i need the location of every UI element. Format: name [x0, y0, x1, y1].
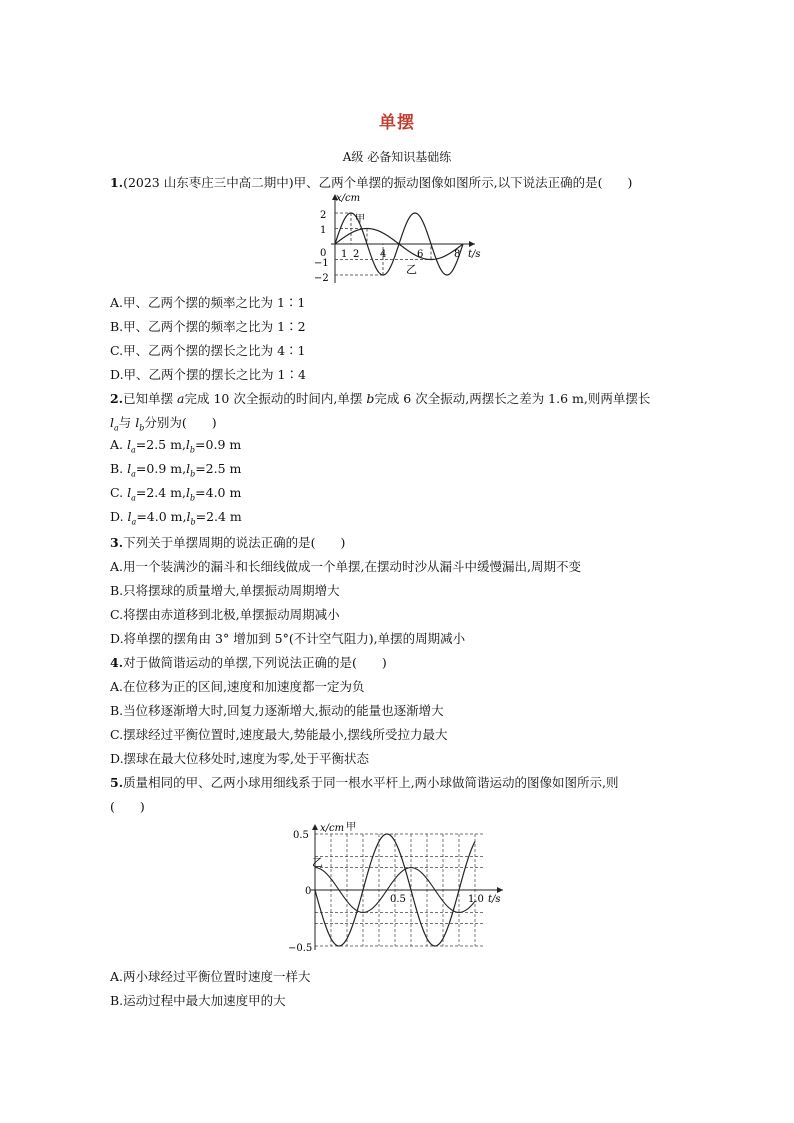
question-number: 4.	[110, 655, 124, 670]
sub-b: b	[190, 517, 196, 527]
chart-2-ylabel: x/cm	[320, 823, 345, 834]
page-title: 单摆	[379, 113, 415, 133]
q4-option-c[interactable]: C.摆球经过平衡位置时,速度最大,势能最小,摆线所受拉力最大	[110, 727, 448, 742]
sub-a: a	[130, 445, 136, 455]
option-value: =0.9 m,	[135, 461, 187, 476]
q3-option-c[interactable]: C.将摆由赤道移到北极,单摆振动周期减小	[110, 607, 340, 622]
q2-option-b[interactable]	[110, 461, 241, 479]
chart-1-label-jia: 甲	[355, 214, 365, 225]
sub-a: a	[131, 517, 137, 527]
q2-option-c[interactable]	[110, 485, 241, 503]
var-l: l	[127, 509, 132, 524]
chart-1-xtick: 8	[454, 249, 461, 260]
chart-1-ytick: 2	[320, 210, 327, 221]
var-l: l	[126, 437, 131, 452]
chart-2-xtick: 0.5	[390, 894, 406, 905]
q1-option-c[interactable]: C.甲、乙两个摆的摆长之比为 4∶1	[110, 343, 306, 358]
chart-1-xtick: 1	[341, 249, 348, 260]
option-value: =4.0 m,	[136, 509, 187, 524]
question-number: 1.	[110, 175, 124, 190]
var-l: l	[185, 437, 190, 452]
q5-option-b[interactable]: B.运动过程中最大加速度甲的大	[110, 993, 286, 1008]
chart-1-ytick: −1	[314, 258, 329, 269]
var-l: l	[127, 485, 132, 500]
q1-option-b[interactable]: B.甲、乙两个摆的频率之比为 1∶2	[110, 319, 306, 334]
q3-option-d[interactable]: D.将单摆的摆角由 3° 增加到 5°(不计空气阻力),单摆的周期减小	[110, 631, 466, 646]
option-value: =0.9 m	[195, 437, 242, 452]
q2-option-a[interactable]	[110, 437, 241, 455]
chart-1-ytick: 1	[320, 225, 327, 236]
option-value: =2.5 m,	[135, 437, 186, 452]
question-3-stem	[110, 533, 345, 551]
chart-1-xtick: 6	[417, 249, 424, 260]
sub-b: b	[190, 469, 196, 479]
chart-2-ytick: 0.5	[293, 830, 309, 841]
q3-option-b[interactable]: B.只将摆球的质量增大,单摆振动周期增大	[110, 583, 340, 598]
q2-option-d[interactable]	[110, 509, 242, 527]
chart-1-ytick: −2	[314, 273, 329, 284]
q1-option-a[interactable]: A.甲、乙两个摆的频率之比为 1∶1	[110, 295, 306, 310]
question-number: 5.	[110, 775, 124, 790]
chart-1-plot	[331, 194, 475, 283]
chart-2-xtick: 1.0	[468, 894, 484, 905]
question-2-stem-line2	[110, 413, 217, 433]
chart-1-ytick: 0	[320, 248, 327, 259]
var-a: a	[177, 391, 185, 406]
question-text: 与	[118, 415, 136, 430]
chart-2	[0, 818, 794, 963]
question-text: 已知单摆	[123, 391, 178, 406]
question-text: 对于做简谐运动的单摆,下列说法正确的是( )	[123, 655, 387, 670]
chart-1-x-arrow	[469, 241, 475, 247]
chart-2-label-jia: 甲	[346, 822, 356, 833]
q5-option-a[interactable]: A.两小球经过平衡位置时速度一样大	[110, 969, 311, 984]
var-l: l	[186, 461, 191, 476]
q4-option-d[interactable]: D.摆球在最大位移处时,速度为零,处于平衡状态	[110, 751, 369, 766]
section-heading: A级 必备知识基础练	[342, 150, 452, 164]
option-value: =2.4 m	[195, 509, 242, 524]
q4-option-a[interactable]: A.在位移为正的区间,速度和加速度都一定为负	[110, 679, 365, 694]
option-label: C.	[110, 485, 128, 500]
sub-a: a	[114, 423, 119, 433]
sub-b: b	[189, 445, 196, 455]
sub-b: b	[190, 493, 196, 503]
sub-a: a	[131, 493, 136, 503]
option-value: =2.5 m	[195, 461, 242, 476]
var-l: l	[110, 415, 114, 430]
question-5-stem-line2: ( )	[110, 799, 145, 814]
chart-2-ytick: −0.5	[288, 943, 313, 954]
chart-2-xlabel: t/s	[488, 894, 501, 905]
var-b: b	[366, 391, 375, 406]
chart-2-x-arrow	[497, 887, 503, 893]
question-number: 3.	[110, 535, 124, 550]
sub-b: b	[139, 423, 145, 433]
chart-1-xtick: 2	[353, 249, 360, 260]
chart-2-ytick: 0	[305, 886, 312, 897]
chart-2-plot	[311, 824, 503, 950]
var-l: l	[186, 485, 191, 500]
question-text: (2023 山东枣庄三中高二期中)甲、乙两个单摆的振动图像如图所示,以下说法正确的是( )	[123, 175, 633, 190]
var-l: l	[186, 509, 191, 524]
sub-a: a	[131, 469, 136, 479]
option-label: B.	[110, 461, 128, 476]
chart-1-label-yi: 乙	[406, 263, 417, 276]
question-4-stem	[110, 653, 387, 671]
question-2-stem	[110, 389, 650, 407]
question-text: 完成 10 次全振动的时间内,单摆	[184, 391, 367, 406]
q3-option-a[interactable]: A.用一个装满沙的漏斗和长细线做成一个单摆,在摆动时沙从漏斗中缓慢漏出,周期不变	[110, 559, 581, 574]
question-text: 完成 6 次全振动,两摆长之差为 1.6 m,则两单摆长	[374, 391, 651, 406]
q1-option-d[interactable]: D.甲、乙两个摆的摆长之比为 1∶4	[110, 367, 306, 382]
option-value: =4.0 m	[195, 485, 242, 500]
q4-option-b[interactable]: B.当位移逐渐增大时,回复力逐渐增大,振动的能量也逐渐增大	[110, 703, 444, 718]
chart-2-label-yi: 乙	[312, 856, 323, 869]
option-value: =2.4 m,	[135, 485, 187, 500]
chart-1-xtick: 4	[380, 249, 387, 260]
chart-2-y-arrow	[312, 824, 318, 830]
question-5-stem	[110, 773, 619, 791]
var-l: l	[127, 461, 132, 476]
option-label: D.	[110, 509, 128, 524]
question-text: 质量相同的甲、乙两小球用细线系于同一根水平杆上,两小球做简谐运动的图像如图所示,则	[123, 775, 619, 790]
chart-1-ylabel: x/cm	[336, 193, 361, 204]
chart-1	[0, 188, 794, 288]
option-label: A.	[110, 437, 127, 452]
question-text: 分别为( )	[144, 415, 217, 430]
question-number: 2.	[110, 391, 124, 406]
question-text: 下列关于单摆周期的说法正确的是( )	[123, 535, 346, 550]
chart-1-xlabel: t/s	[468, 249, 481, 260]
var-l: l	[135, 415, 140, 430]
